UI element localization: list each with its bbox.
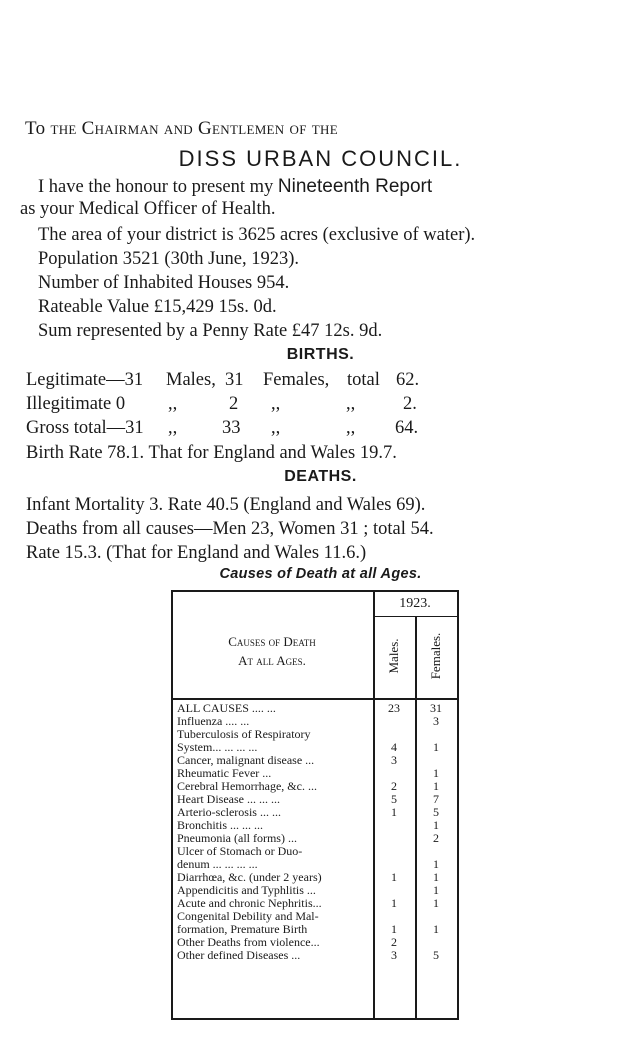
cause-label: Other Deaths from violence... bbox=[177, 935, 320, 949]
females-value: 1 bbox=[433, 883, 439, 897]
cause-label: Rheumatic Fever ... bbox=[177, 766, 272, 780]
births-cell: ,, bbox=[346, 394, 356, 414]
births-cell: 31 bbox=[225, 370, 244, 390]
females-value: 1 bbox=[433, 896, 439, 910]
births-cell: Gross total—31 bbox=[26, 418, 144, 438]
births-cell: Males, bbox=[166, 370, 216, 390]
females-value: 3 bbox=[433, 714, 439, 728]
table-title: Causes of Death at all Ages. bbox=[219, 566, 422, 582]
header-causes bbox=[171, 632, 373, 670]
cause-label: denum ... ... ... ... bbox=[177, 857, 258, 871]
males-value: 1 bbox=[391, 922, 397, 936]
cause-label: Acute and chronic Nephritis... bbox=[177, 896, 322, 910]
intro-line-2: as your Medical Officer of Health. bbox=[20, 199, 276, 219]
males-value: 1 bbox=[391, 870, 397, 884]
cause-label: System... ... ... ... bbox=[177, 740, 258, 754]
fact-population: Population 3521 (30th June, 1923). bbox=[38, 249, 300, 269]
females-value: 1 bbox=[433, 870, 439, 884]
males-value: 23 bbox=[388, 701, 400, 715]
births-cell: total bbox=[347, 370, 380, 390]
intro-text: I have the honour to present my bbox=[38, 177, 278, 197]
cause-label: Ulcer of Stomach or Duo- bbox=[177, 844, 303, 858]
cause-label: Bronchitis ... ... ... bbox=[177, 818, 263, 832]
females-value: 1 bbox=[433, 740, 439, 754]
cause-label: Diarrhœa, &c. (under 2 years) bbox=[177, 870, 322, 884]
fact-penny-rate: Sum represented by a Penny Rate £47 12s. 9d. bbox=[38, 321, 383, 341]
table-border-top bbox=[171, 590, 459, 592]
males-value: 3 bbox=[391, 753, 397, 767]
males-value: 5 bbox=[391, 792, 397, 806]
cause-label: Pneumonia (all forms) ... bbox=[177, 831, 297, 845]
births-cell: 2. bbox=[403, 394, 417, 414]
males-value: 2 bbox=[391, 935, 397, 949]
births-cell: ,, bbox=[168, 418, 178, 438]
report-number: Nineteenth Report bbox=[277, 176, 433, 197]
infant-mortality: Infant Mortality 3. Rate 40.5 (England and Wales 69). bbox=[26, 495, 426, 515]
table-border-right bbox=[457, 590, 459, 1020]
header-year: 1923. bbox=[399, 596, 431, 611]
cause-label: formation, Premature Birth bbox=[177, 922, 308, 936]
females-value: 2 bbox=[433, 831, 439, 845]
death-rate: Rate 15.3. (That for England and Wales 11.6.) bbox=[26, 543, 367, 563]
females-value: 31 bbox=[430, 701, 442, 715]
fact-houses: Number of Inhabited Houses 954. bbox=[38, 273, 290, 293]
cause-label: Other defined Diseases ... bbox=[177, 948, 301, 962]
births-cell: ,, bbox=[346, 418, 356, 438]
females-value: 1 bbox=[433, 818, 439, 832]
births-cell: Legitimate—31 bbox=[26, 370, 144, 390]
births-cell: 64. bbox=[395, 418, 419, 438]
header-females: Females. bbox=[428, 632, 443, 680]
females-value: 5 bbox=[433, 948, 439, 962]
cause-label: Influenza .... ... bbox=[177, 714, 250, 728]
cause-label: Appendicitis and Typhlitis ... bbox=[177, 883, 316, 897]
cause-label: Arterio-sclerosis ... ... bbox=[177, 805, 281, 819]
males-value: 3 bbox=[391, 948, 397, 962]
salutation-prefix: To bbox=[25, 118, 46, 139]
births-cell: Females, bbox=[263, 370, 330, 390]
fact-area: The area of your district is 3625 acres (exclusive of water). bbox=[38, 225, 476, 245]
births-cell: Illegitimate 0 bbox=[26, 394, 126, 414]
females-value: 1 bbox=[433, 766, 439, 780]
cause-label: Cerebral Hemorrhage, &c. ... bbox=[177, 779, 317, 793]
header-causes-line-1: Causes of Death bbox=[228, 634, 316, 649]
males-value: 2 bbox=[391, 779, 397, 793]
salutation bbox=[25, 118, 625, 140]
deaths-all-causes: Deaths from all causes—Men 23, Women 31 ; total 54. bbox=[26, 519, 434, 539]
females-value: 7 bbox=[433, 792, 439, 806]
cause-label: Heart Disease ... ... ... bbox=[177, 792, 280, 806]
births-cell: ,, bbox=[168, 394, 178, 414]
males-value: 1 bbox=[391, 896, 397, 910]
causes-of-death-table bbox=[171, 590, 459, 1020]
births-cell: 33 bbox=[222, 418, 241, 438]
females-value: 5 bbox=[433, 805, 439, 819]
cause-label: Cancer, malignant disease ... bbox=[177, 753, 315, 767]
females-value: 1 bbox=[433, 922, 439, 936]
header-males: Males. bbox=[386, 638, 401, 674]
births-cell: 2 bbox=[229, 394, 239, 414]
deaths-heading: DEATHS. bbox=[284, 468, 357, 485]
females-value: 1 bbox=[433, 857, 439, 871]
births-cell: 62. bbox=[396, 370, 420, 390]
fact-rateable-value: Rateable Value £15,429 15s. 0d. bbox=[38, 297, 277, 317]
cause-label: Tuberculosis of Respiratory bbox=[177, 727, 311, 741]
cause-label: ALL CAUSES .... ... bbox=[177, 701, 276, 715]
males-value: 4 bbox=[391, 740, 397, 754]
cause-label: Congenital Debility and Mal- bbox=[177, 909, 319, 923]
birth-rate: Birth Rate 78.1. That for England and Wales 19.7. bbox=[26, 443, 397, 463]
females-value: 1 bbox=[433, 779, 439, 793]
header-causes-line-2: At all Ages. bbox=[238, 653, 306, 668]
births-cell: ,, bbox=[271, 418, 281, 438]
intro-line-1 bbox=[38, 176, 432, 198]
births-heading: BIRTHS. bbox=[286, 346, 355, 363]
council-title: DISS URBAN COUNCIL. bbox=[178, 146, 463, 171]
births-cell: ,, bbox=[271, 394, 281, 414]
table-header-rule bbox=[171, 698, 459, 700]
salutation-rest: the Chairman and Gentlemen of the bbox=[50, 118, 338, 139]
males-value: 1 bbox=[391, 805, 397, 819]
